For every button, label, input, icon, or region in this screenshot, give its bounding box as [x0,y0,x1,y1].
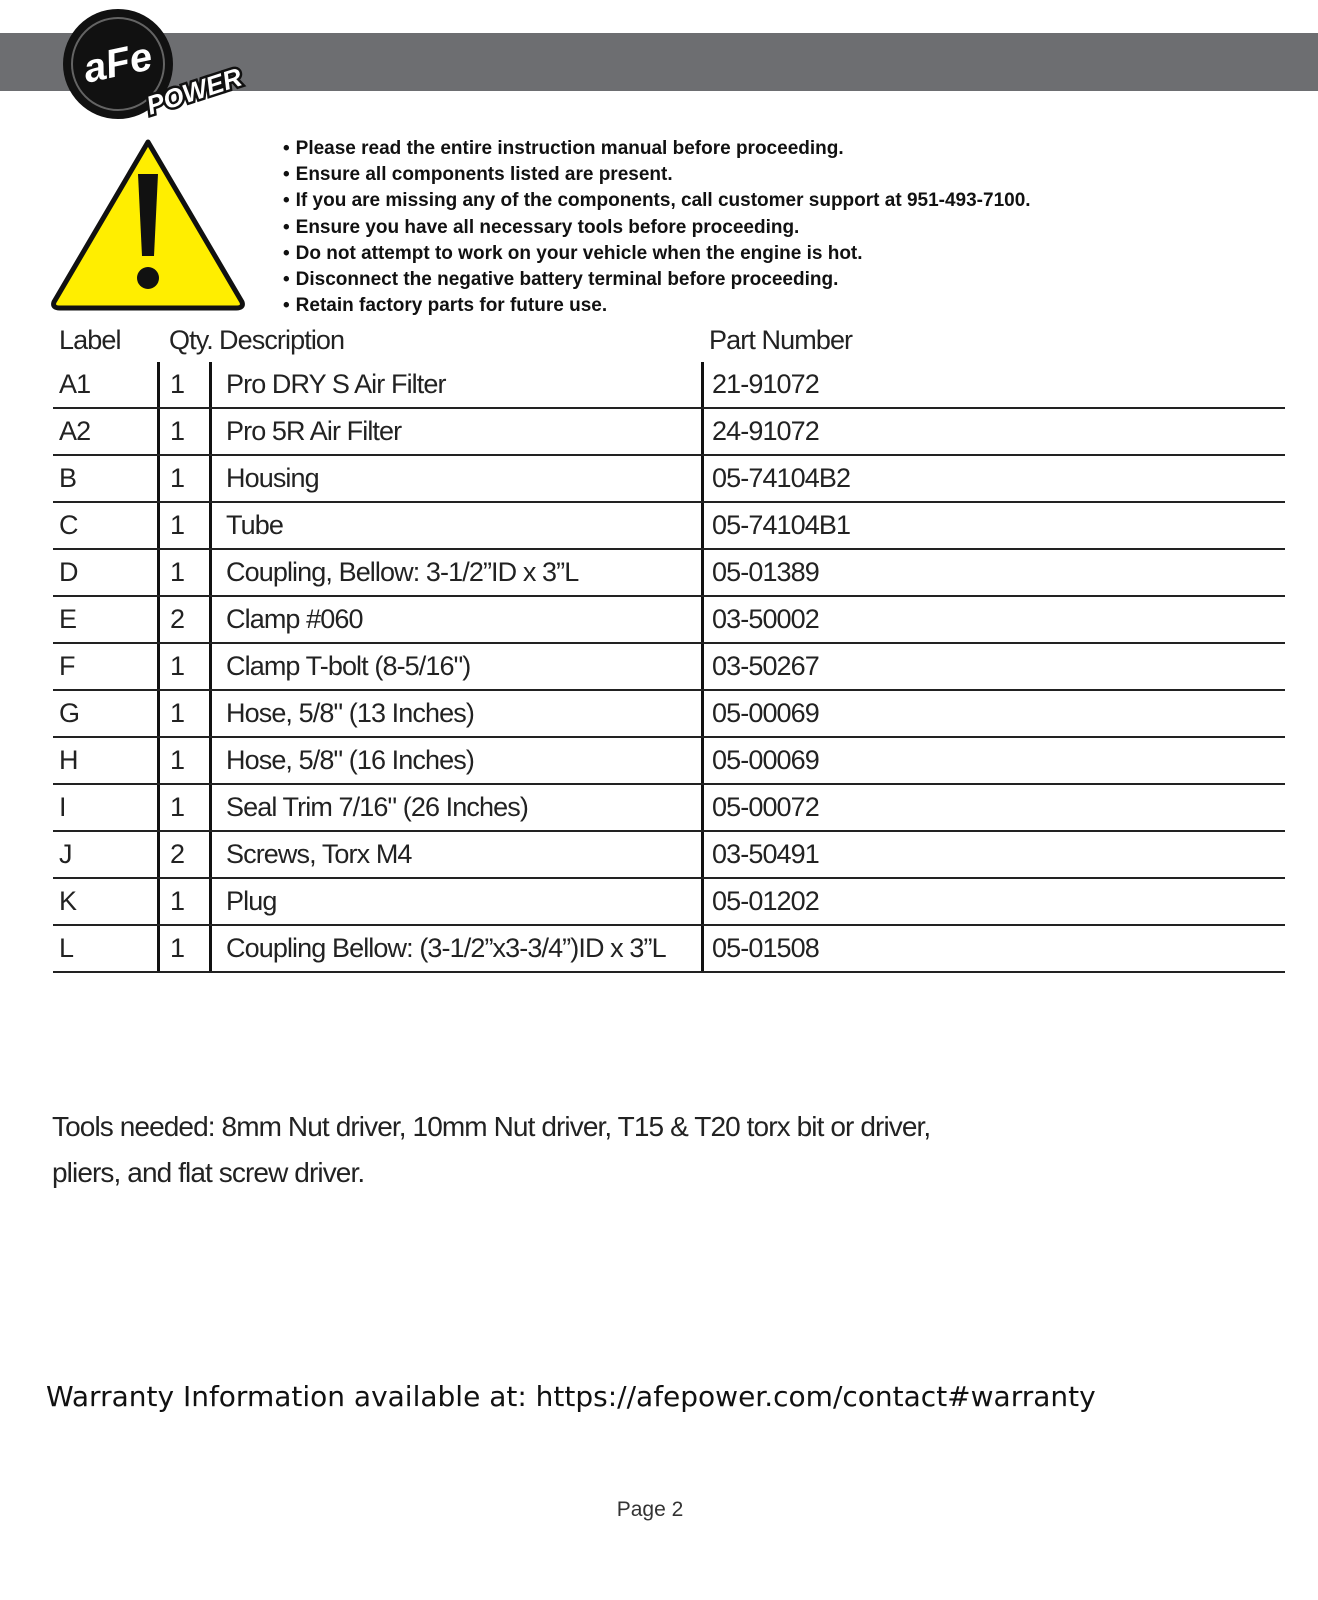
cell-qty: 1 [157,456,209,501]
cell-label: K [59,886,77,916]
table-row [53,785,1285,832]
cell-part-number: 05-00069 [701,691,1281,736]
cell-part-number: 05-01508 [701,926,1281,971]
cell-description: Pro 5R Air Filter [209,409,701,454]
cell-description: Hose, 5/8" (13 Inches) [209,691,701,736]
table-row [53,691,1285,738]
tools-needed: Tools needed: 8mm Nut driver, 10mm Nut driver, T15 & T20 torx bit or driver, pliers, and flat screw driver. [52,1111,931,1188]
cell-qty: 1 [157,879,209,924]
table-row [53,409,1285,456]
cell-part-number: 05-00069 [701,738,1281,783]
cell-label: F [59,651,75,681]
cell-label: A2 [59,416,91,446]
table-row [53,644,1285,691]
cell-part-number: 05-74104B2 [701,456,1281,501]
header-description: Description [219,324,345,355]
cell-label: G [59,698,80,728]
afe-power-logo [60,4,250,124]
notice-item: • Disconnect the negative battery terminal before proceeding. [283,267,1031,293]
cell-qty: 1 [157,691,209,736]
table-row [53,738,1285,785]
safety-notices [283,136,1031,319]
cell-description: Clamp T-bolt (8-5/16") [209,644,701,689]
cell-part-number: 05-00072 [701,785,1281,830]
cell-label: E [59,604,77,634]
cell-part-number: 24-91072 [701,409,1281,454]
cell-qty: 1 [157,785,209,830]
cell-part-number: 03-50267 [701,644,1281,689]
cell-label: D [59,557,78,587]
table-header [53,318,1285,362]
cell-part-number: 05-01202 [701,879,1281,924]
cell-description: Coupling Bellow: (3-1/2”x3-3/4”)ID x 3”L [209,926,701,971]
notice-item: • Retain factory parts for future use. [283,293,1031,319]
warranty-info: Warranty Information available at: https://afepower.com/contact#warranty [46,1380,1096,1413]
table-row [53,362,1285,409]
cell-part-number: 03-50002 [701,597,1281,642]
warning-icon [48,136,248,312]
notice-item: • Ensure all components listed are present. [283,162,1031,188]
cell-qty: 2 [157,597,209,642]
logo-text: aFe [79,34,157,92]
cell-description: Coupling, Bellow: 3-1/2”ID x 3”L [209,550,701,595]
table-row [53,456,1285,503]
cell-qty: 1 [157,738,209,783]
cell-part-number: 05-74104B1 [701,503,1281,548]
header-label: Label [59,324,121,355]
cell-qty: 1 [157,362,209,407]
cell-description: Clamp #060 [209,597,701,642]
table-row [53,879,1285,926]
table-row [53,503,1285,550]
table-row [53,926,1285,973]
cell-label: L [59,933,74,963]
page-number: Page 2 [616,1498,684,1521]
cell-description: Hose, 5/8" (16 Inches) [209,738,701,783]
cell-description: Screws, Torx M4 [209,832,701,877]
cell-part-number: 21-91072 [701,362,1281,407]
table-row [53,597,1285,644]
cell-label: A1 [59,369,91,399]
header-qty: Qty. [169,324,213,355]
cell-qty: 1 [157,926,209,971]
cell-qty: 1 [157,503,209,548]
parts-table [53,318,1285,973]
logo-subtext: POWER [142,61,246,121]
cell-label: B [59,463,77,493]
notice-item: • Please read the entire instruction manual before proceeding. [283,136,1031,162]
table-row [53,832,1285,879]
cell-label: I [59,792,66,822]
notice-item: • If you are missing any of the components, call customer support at 951-493-7100. [283,188,1031,214]
cell-part-number: 05-01389 [701,550,1281,595]
cell-description: Seal Trim 7/16" (26 Inches) [209,785,701,830]
cell-description: Housing [209,456,701,501]
cell-qty: 1 [157,409,209,454]
cell-qty: 2 [157,832,209,877]
cell-label: C [59,510,78,540]
cell-part-number: 03-50491 [701,832,1281,877]
cell-description: Pro DRY S Air Filter [209,362,701,407]
notice-item: • Ensure you have all necessary tools before proceeding. [283,215,1031,241]
cell-qty: 1 [157,550,209,595]
notice-item: • Do not attempt to work on your vehicle when the engine is hot. [283,241,1031,267]
cell-description: Tube [209,503,701,548]
header-part-number: Part Number [709,324,853,355]
cell-qty: 1 [157,644,209,689]
table-row [53,550,1285,597]
cell-description: Plug [209,879,701,924]
cell-label: H [59,745,78,775]
cell-label: J [59,839,72,869]
